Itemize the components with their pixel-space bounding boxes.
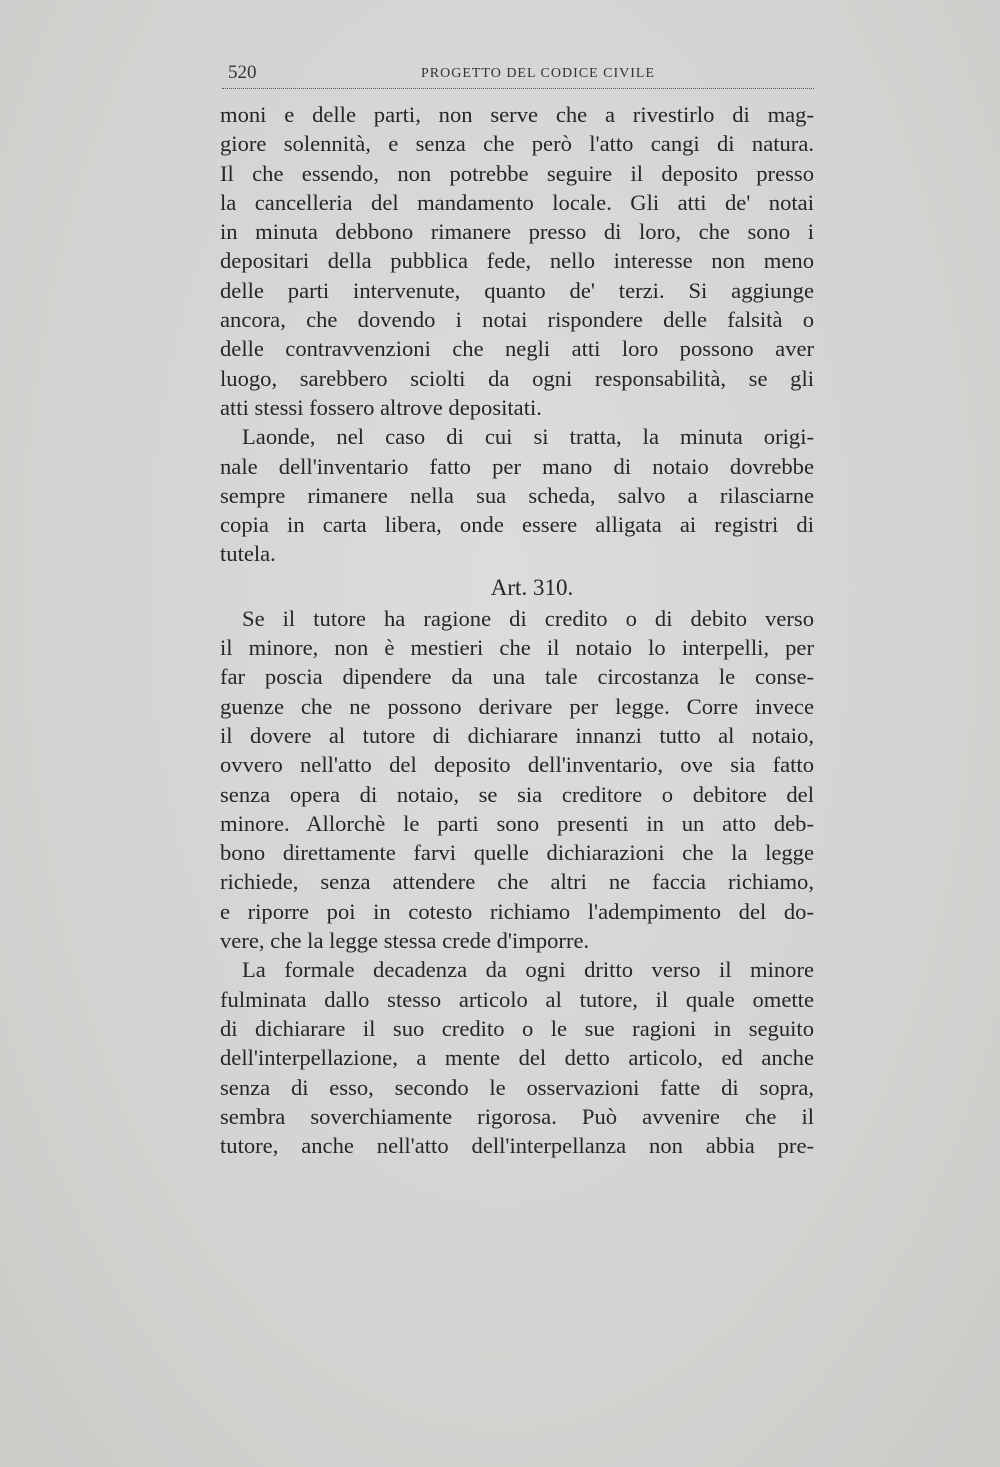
text-line: la cancelleria del mandamento locale. Gli atti de' notai (220, 189, 814, 215)
text-line: Se il tutore ha ragione di credito o di debito verso (242, 605, 814, 631)
text-line: in minuta debbono rimanere presso di loro, che sono i (220, 219, 814, 245)
text-line: tutela. (220, 541, 276, 567)
text-line: moni e delle parti, non serve che a rivestirlo di mag- (220, 102, 814, 127)
text-line: richiede, senza attendere che altri ne faccia richiamo, (220, 869, 814, 895)
text-line: La formale decadenza da ogni dritto verso il minore (242, 957, 814, 983)
article-heading: Art. 310. (490, 574, 574, 600)
text-line: Laonde, nel caso di cui si tratta, la minuta origi- (242, 424, 814, 450)
text-line: far poscia dipendere da una tale circostanza le conse- (220, 664, 814, 690)
text-line: giore solennità, e senza che però l'atto cangi di natura. (220, 131, 814, 157)
text-line: luogo, sarebbero sciolti da ogni responsabilità, se gli (220, 365, 814, 391)
page-number: 520 (228, 62, 257, 83)
text-line: senza di esso, secondo le osservazioni fatte di sopra, (220, 1074, 814, 1100)
text-line: sempre rimanere nella sua scheda, salvo a rilasciarne (220, 482, 814, 508)
running-title: PROGETTO DEL CODICE CIVILE (420, 66, 656, 81)
text-line: minore. Allorchè le parti sono presenti in un atto deb- (220, 810, 814, 836)
text-line: vere, che la legge stessa crede d'imporre. (220, 928, 590, 954)
text-line: atti stessi fossero altrove depositati. (220, 394, 542, 420)
article-paragraph-2 (220, 955, 814, 1160)
page-header (222, 60, 814, 89)
text-line: depositari della pubblica fede, nello interesse non meno (220, 248, 814, 274)
text-line: delle parti intervenute, quanto de' terzi. Si aggiunge (220, 277, 814, 303)
text-line: e riporre poi in cotesto richiamo l'adempimento del do- (220, 898, 814, 924)
text-line: ovvero nell'atto del deposito dell'inventario, ove sia fatto (220, 752, 814, 778)
text-line: dell'interpellazione, a mente del detto articolo, ed anche (220, 1045, 814, 1071)
text-line: il minore, non è mestieri che il notaio lo interpelli, per (220, 635, 814, 661)
text-line: di dichiarare il suo credito o le sue ragioni in seguito (220, 1015, 814, 1041)
text-line: guenze che ne possono derivare per legge. Corre invece (220, 693, 814, 719)
text-line: fulminata dallo stesso articolo al tutore, il quale omette (220, 986, 814, 1012)
text-line: sembra soverchiamente rigorosa. Può avvenire che il (220, 1103, 814, 1129)
text-line: delle contravvenzioni che negli atti loro possono aver (220, 336, 814, 362)
text-line: ancora, che dovendo i notai rispondere delle falsità o (220, 307, 814, 333)
text-line: nale dell'inventario fatto per mano di notaio dovrebbe (220, 453, 814, 479)
paragraph-2 (220, 422, 814, 568)
text-line: copia in carta libera, onde essere alligata ai registri di (220, 512, 814, 538)
body-text (220, 100, 814, 1160)
article-paragraph-1 (220, 604, 814, 956)
text-line: senza opera di notaio, se sia creditore o debitore del (220, 781, 814, 807)
text-line: bono direttamente farvi quelle dichiarazioni che la legge (220, 840, 814, 866)
text-line: il dovere al tutore di dichiarare innanzi tutto al notaio, (220, 722, 814, 748)
text-line: tutore, anche nell'atto dell'interpellanza non abbia pre- (220, 1133, 814, 1159)
paragraph-1 (220, 100, 814, 422)
text-line: Il che essendo, non potrebbe seguire il deposito presso (220, 160, 814, 186)
